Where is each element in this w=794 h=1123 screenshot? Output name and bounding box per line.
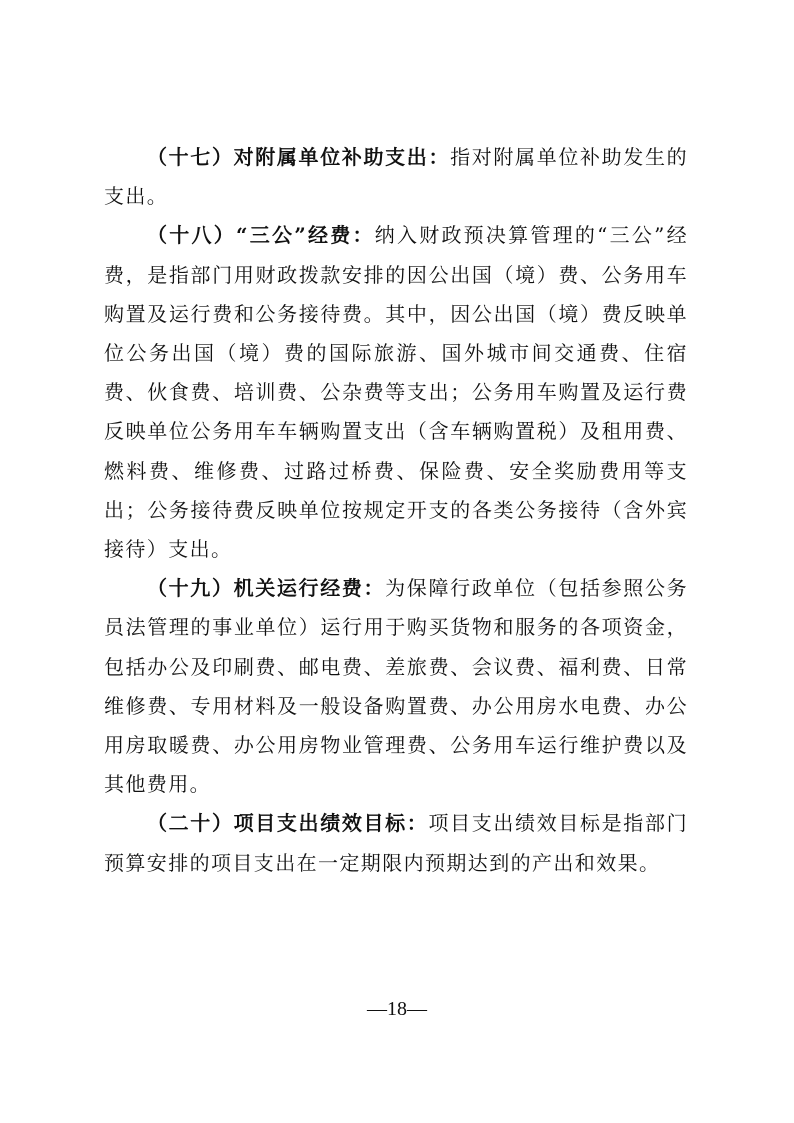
paragraph-18 [104, 216, 688, 569]
paragraph-20 [104, 804, 688, 882]
paragraph-text: 纳入财政预决算管理的“三公”经费，是指部门用财政拨款安排的因公出国（境）费、公务用车购置及运行费和公务接待费。其中，因公出国（境）费反映单位公务出国（境）费的国际旅游、国外城市间交通费、住宿费、伙食费、培训费、公杂费等支出；公务用车购置及运行费反映单位公务用车车辆购置支出（含车辆购置税）及租用费、燃料费、维修费、过路过桥费、保险费、安全奖励费用等支出；公务接待费反映单位按规定开支的各类公务接待（含外宾接待）支出。 [104, 223, 688, 562]
paragraph-heading: （十九）机关运行经费： [147, 576, 386, 601]
page-number: —18— [367, 998, 427, 1020]
paragraph-text: 项目支出绩效目标是指部门预算安排的项目支出在一定期限内预期达到的产出和效果。 [104, 811, 688, 875]
paragraph-text: 指对附属单位补助发生的支出。 [104, 145, 688, 209]
paragraph-heading: （十七）对附属单位补助支出： [147, 145, 451, 169]
paragraph-heading: （二十）项目支出绩效目标： [147, 811, 429, 836]
paragraph-heading: （十八）“三公”经费： [147, 223, 375, 248]
document-body [104, 138, 688, 883]
paragraph-17 [104, 138, 688, 216]
paragraph-text: 为保障行政单位（包括参照公务员法管理的事业单位）运行用于购买货物和服务的各项资金，包括办公及印刷费、邮电费、差旅费、会议费、福利费、日常维修费、专用材料及一般设备购置费、办公用房水电费、办公用房取暖费、办公用房物业管理费、公务用车运行维护费以及其他费用。 [104, 576, 688, 797]
paragraph-19 [104, 569, 688, 804]
